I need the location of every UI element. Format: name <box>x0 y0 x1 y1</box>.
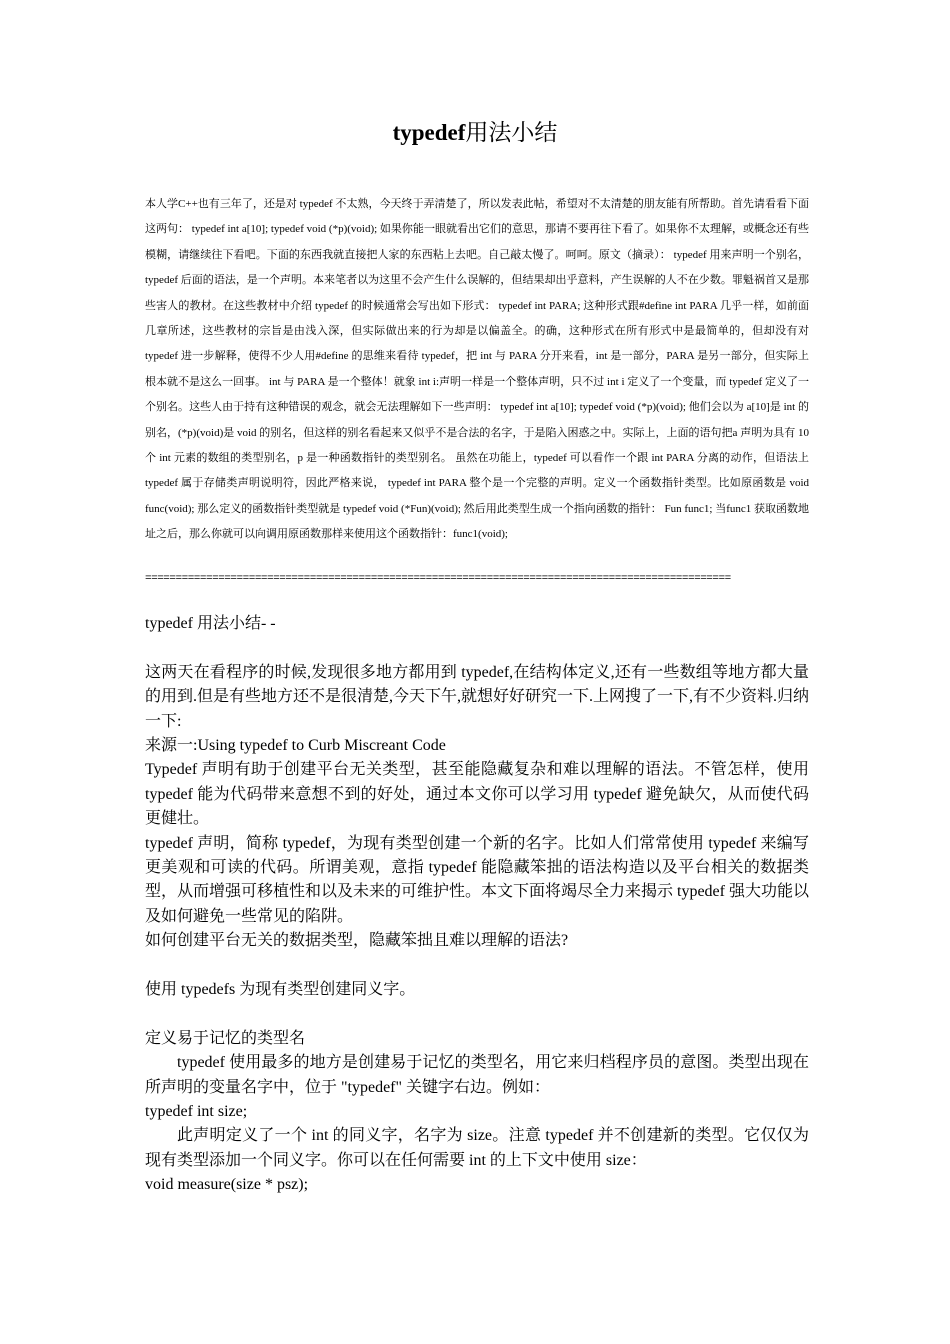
intro-section <box>145 192 809 548</box>
page-title <box>145 118 805 148</box>
code-line-1: typedef int size; <box>145 1103 248 1121</box>
spacer <box>145 1002 809 1026</box>
body-paragraph-1: 这两天在看程序的时候,发现很多地方都用到 typedef,在结构体定义,还有一些数组等地方都大量的用到.但是有些地方还不是很清楚,今天下午,就想好好研究一下.上网搜了一下,有不少资料.归纳一下: <box>145 663 810 730</box>
intro-paragraph: 本人学C++也有三年了，还是对 typedef 不太熟，今天终于弄清楚了，所以发表此帖，希望对不太清楚的朋友能有所帮助。首先请看看下面这两句： typedef int a[10]; typedef void (*p)(void); 如果你能一眼就看出它们的意思，那请不要再往下看了。如果你不太理解，或概念还有些模糊，请继续往下看吧。下面的东西我就直接把人家的东西粘上去吧。自己敲太慢了。呵呵。原文（摘录）： typedef 用来声明一个别名，typedef 后面的语法，是一个声明。本来笔者以为这里不会产生什么误解的，但结果却出乎意料，产生误解的人不在少数。罪魁祸首又是那些害人的教材。在这些教材中介绍 typedef 的时候通常会写出如下形式： typedef int PARA; 这种形式跟#define int PARA 几乎一样，如前面几章所述，这些教材的宗旨是由浅入深，但实际做出来的行为却是以偏盖全。的确，这种形式在所有形式中是最简单的，但却没有对 typedef 进一步解释，使得不少人用#define 的思维来看待 typedef，把 int 与 PARA 分开来看，int 是一部分，PARA 是另一部分，但实际上根本就不是这么一回事。 int 与 PARA 是一个整体！就象 int i:声明一样是一个整体声明，只不过 int i 定义了一个变量，而 typedef 定义了一个别名。这些人由于持有这种错误的观念，就会无法理解如下一些声明： typedef int a[10]; typedef void (*p)(void); 他们会以为 a[10]是 int 的别名，(*p)(void)是 void 的别名，但这样的别名看起来又似乎不是合法的名字，于是陷入困惑之中。实际上，上面的语句把a 声明为具有 10 个 int 元素的数组的类型别名，p 是一种函数指针的类型别名。 虽然在功能上，typedef 可以看作一个跟 int PARA 分离的动作，但语法上 typedef 属于存储类声明说明符，因此严格来说， typedef int PARA 整个是一个完整的声明。定义一个函数指针类型。比如原函数是 void func(void); 那么定义的函数指针类型就是 typedef void (*Fun)(void); 然后用此类型生成一个指向函数的指针： Fun func1; 当func1 获取函数地址之后，那么你就可以向调用原函数那样来使用这个函数指针：func1(void); <box>145 198 809 541</box>
spacer <box>145 954 809 978</box>
body-paragraph-6: 此声明定义了一个 int 的同义字，名字为 size。注意 typedef 并不创建新的类型。它仅仅为现有类型添加一个同义字。你可以在任何需要 int 的上下文中使用 size： <box>145 1127 809 1169</box>
body-paragraph-3: typedef 声明，简称 typedef，为现有类型创建一个新的名字。比如人们常常使用 typedef 来编写更美观和可读的代码。所谓美观，意指 typedef 能隐藏笨拙的语法构造以及平台相关的数据类型，从而增强可移植性和以及未来的可维护性。本文下面将竭尽全力来揭示 typedef 强大功能以及如何避免一些常见的陷阱。 <box>145 834 809 925</box>
body-paragraph-4: 使用 typedefs 为现有类型创建同义字。 <box>145 981 416 999</box>
title-rest: 用法小结 <box>465 120 558 145</box>
code-line-2: void measure(size * psz); <box>145 1176 309 1194</box>
spacer <box>145 636 809 660</box>
title-keyword: typedef <box>392 120 466 145</box>
question-line: 如何创建平台无关的数据类型，隐藏笨拙且难以理解的语法? <box>145 932 569 950</box>
main-body <box>145 612 809 1198</box>
source-line: 来源一:Using typedef to Curb Miscreant Code <box>145 737 446 755</box>
subheading: 定义易于记忆的类型名 <box>145 1029 306 1047</box>
separator-line: ================================================================================================ <box>145 573 731 585</box>
section-heading: typedef 用法小结- - <box>145 615 276 632</box>
body-paragraph-5: typedef 使用最多的地方是创建易于记忆的类型名，用它来归档程序员的意图。类型出现在所声明的变量名字中，位于 "typedef" 关键字右边。例如： <box>145 1054 809 1096</box>
body-paragraph-2: Typedef 声明有助于创建平台无关类型，甚至能隐藏复杂和难以理解的语法。不管怎样，使用 typedef 能为代码带来意想不到的好处，通过本文你可以学习用 typedef 避免缺欠，从而使代码更健壮。 <box>145 761 809 828</box>
